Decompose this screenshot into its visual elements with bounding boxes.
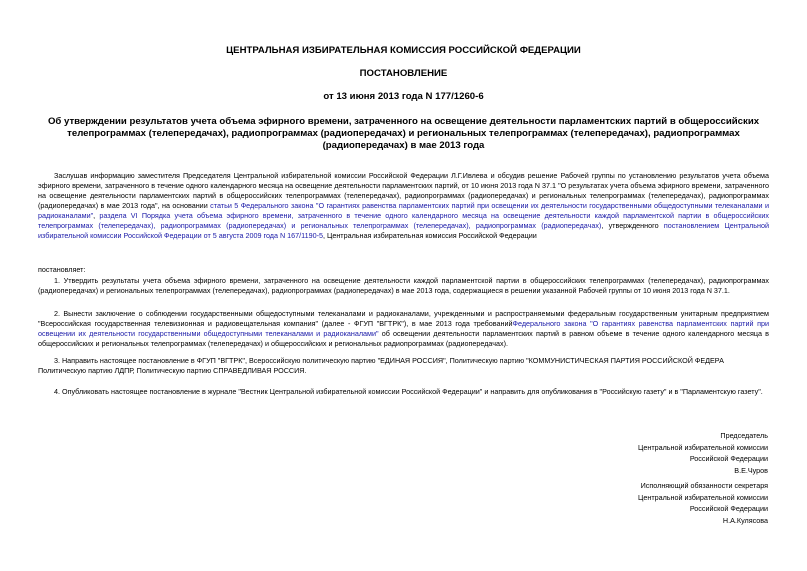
signature-block-chairman	[568, 430, 768, 476]
signature-block-secretary	[568, 480, 768, 526]
intro-text: ,	[93, 211, 100, 220]
item-2-text: 2. Вынести заключение о соблюдении государственными общедоступными телеканалами и радиоканалами, учрежденными и распространяемыми федеральным государственным унитарным предприятием "Всероссийская государственная телевизионная и радиовещательная компания" (далее - ФГУП "ВГТРК"), в мае 2013 года требований	[38, 309, 769, 328]
federal-law-link[interactable]: Федерального закона "О гарантиях равенства парламентских партий при освещении их деятельности государственными общедоступными телеканалами и радиоканалами"	[38, 319, 770, 338]
intro-paragraph	[38, 171, 769, 241]
signatory-title: Исполняющий обязанности секретаря	[640, 481, 768, 490]
signatory-name: В.Е.Чуров	[734, 465, 768, 475]
item-2	[38, 309, 769, 349]
signatory-body: Российской Федерации	[689, 454, 768, 463]
document-date-number: от 13 июня 2013 года N 177/1260-6	[323, 91, 484, 102]
item-2-text: об освещении деятельности парламентских партий в равном объеме в течение одного календарного месяца в общероссийских и региональных телепрограммах (телепередачах) и общероссийских и региональных радиопрограммах (радиопередачах).	[38, 329, 769, 348]
resolves-label: постановляет:	[38, 265, 86, 274]
item-1: 1. Утвердить результаты учета объема эфирного времени, затраченного на освещение деятельности каждой парламентской партии в общероссийских телепрограммах (телепередачах), радиопрограммах (радиопередачах) и региональных телепрограммах (телепередачах), радиопрограммах (радиопередачах) в мае 2013 года, содержащиеся в решении указанной Рабочей группы от 10 июня 2013 года N 37.1.	[38, 276, 769, 295]
intro-text: Заслушав информацию заместителя Председателя Центральной избирательной комиссии Российской Федерации Л.Г.Ивлева и обсудив решение Рабочей группы по установлению результатов учета объема эфирного времени, затраченного в течение одного календарного месяца на освещение деятельности парламентских партий, от 10 июня 2013 года N 37.1 "О результатах учета объема эфирного времени, затраченного на освещение деятельности парламентских партий в общероссийских телепрограммах (телепередачах), радиопрограммах (радиопередачах) и региональных телепрограммах (телепередачах), радиопрограммах (радиопередачах) в мае 2013 года", на основании	[38, 171, 769, 210]
resolution-167-link[interactable]: постановлением Центральной избирательной комиссии Российской Федерации от 5 августа 2009 года N 167/1190-5	[38, 221, 769, 240]
item-3	[38, 356, 769, 376]
signatory-name: Н.А.Кулясова	[722, 515, 768, 525]
item-3-line-1: 3. Направить настоящее постановление в ФГУП "ВГТРК", Всероссийскую политическую партию "ЕДИНАЯ РОССИЯ", Политическую партию "КОММУНИСТИЧЕСКАЯ ПАРТИЯ РОССИЙСКОЙ ФЕДЕРА	[54, 356, 724, 365]
issuing-organization: ЦЕНТРАЛЬНАЯ ИЗБИРАТЕЛЬНАЯ КОМИССИЯ РОССИЙСКОЙ ФЕДЕРАЦИИ	[226, 45, 581, 56]
document-subject: Об утверждении результатов учета объема эфирного времени, затраченного на освещение деятельности парламентских партий в общероссийских телепрограммах (телепередачах), радиопрограммах (радиопередачах) и региональных телепрограммах (телепередачах), радиопрограммах (радиопередачах) в мае 2013 года	[47, 116, 760, 151]
signatory-body: Российской Федерации	[689, 504, 768, 513]
signatory-body: Центральной избирательной комиссии	[638, 492, 768, 502]
procedure-section-6-link[interactable]: раздела VI Порядка учета объема эфирного времени, затраченного в течение одного календарного месяца на освещение деятельности каждой парламентской партии в общероссийских телепрограммах (телепередачах), радиопрограммах (радиопередачах) и региональных телепрограммах (телепередачах), радиопрограммах (радиопередачах)	[38, 211, 769, 230]
law-article-5-link[interactable]: статьи 5 Федерального закона "О гарантиях равенства парламентских партий при освещении их деятельности государственными общедоступными телеканалами и радиоканалами"	[38, 201, 769, 220]
signatory-title: Председатель	[720, 431, 768, 440]
signatory-body: Центральной избирательной комиссии	[638, 442, 768, 452]
intro-text: , Центральная избирательная комиссия Российской Федерации	[323, 231, 537, 240]
item-4: 4. Опубликовать настоящее постановление в журнале "Вестник Центральной избирательной комиссии Российской Федерации" и направить для опубликования в "Российскую газету" и в "Парламентскую газету".	[54, 387, 763, 396]
intro-text: , утвержденного	[601, 221, 664, 230]
document-type: ПОСТАНОВЛЕНИЕ	[359, 68, 448, 79]
item-3-line-2: Политическую партию ЛДПР, Политическую партию СПРАВЕДЛИВАЯ РОССИЯ.	[38, 366, 307, 375]
